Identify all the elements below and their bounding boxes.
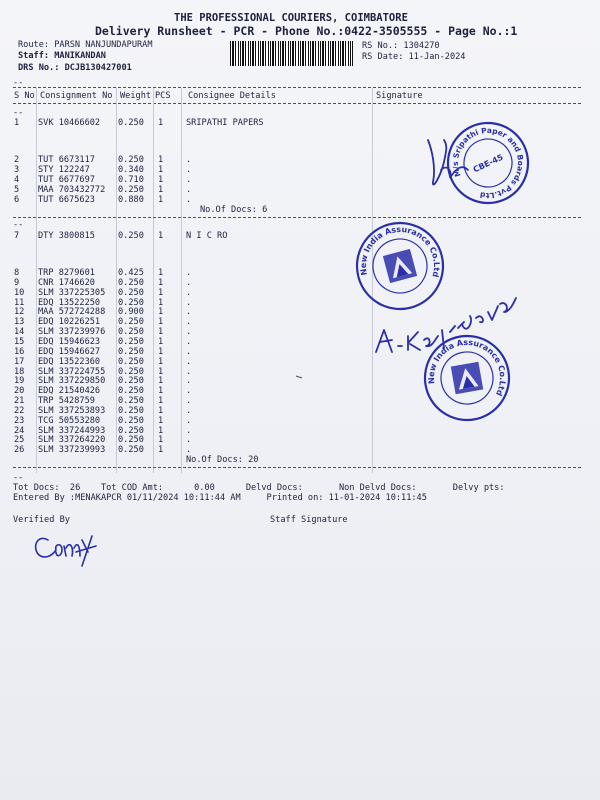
row-pcs: 1 (158, 415, 164, 426)
row-details: . (186, 346, 192, 357)
row-details: . (186, 165, 192, 175)
row-consignment: SLM 337224755 (38, 366, 106, 377)
row-weight: 0.900 (118, 307, 144, 318)
row-consignment: SLM 337264220 (38, 435, 106, 446)
row-details: . (186, 268, 192, 278)
row-weight: 0.250 (118, 336, 144, 347)
row-details: . (186, 297, 192, 308)
docs-count: No.Of Docs: 20 (186, 455, 259, 465)
row-consignment: EDQ 13522250 (38, 297, 101, 308)
row-pcs: 1 (158, 277, 164, 288)
row-sno: 15 (14, 336, 25, 347)
route-label: Route: PARSN NANJUNDAPURAM (18, 40, 153, 50)
row-sno: 5 (14, 185, 20, 195)
row-consignment: SLM 337253893 (38, 405, 106, 416)
row-weight: 0.250 (118, 277, 144, 288)
group-marker: -- (13, 108, 24, 118)
row-details: . (186, 356, 192, 367)
row-details: . (186, 396, 192, 406)
row-details: SRIPATHI PAPERS (186, 118, 264, 128)
row-sno: 16 (14, 346, 25, 357)
row-consignment: SVK 10466602 (38, 118, 101, 128)
row-details: . (186, 376, 192, 387)
staff-signature-label: Staff Signature (270, 515, 348, 525)
row-pcs: 1 (158, 346, 164, 357)
row-weight: 0.250 (118, 155, 144, 165)
row-pcs: 1 (158, 445, 164, 456)
row-details: N I C RO (186, 231, 228, 241)
row-pcs: 1 (158, 435, 164, 446)
row-details: . (186, 307, 192, 318)
row-consignment: TUT 6677697 (38, 175, 95, 185)
row-consignment: EDQ 10226251 (38, 317, 101, 328)
row-weight: 0.250 (118, 445, 144, 456)
row-weight: 0.250 (118, 346, 144, 357)
row-sno: 7 (14, 231, 20, 241)
pen-mark (296, 376, 302, 378)
col-pcs: PCS (155, 91, 171, 101)
row-consignment: EDQ 21540426 (38, 386, 101, 397)
stamp3-ring-text: New India Assurance Co.Ltd (426, 337, 508, 398)
row-sno: 20 (14, 386, 25, 397)
row-details: . (186, 317, 192, 328)
row-pcs: 1 (158, 336, 164, 347)
row-sno: 6 (14, 195, 20, 205)
row-details: . (186, 327, 192, 338)
row-details: . (186, 435, 192, 446)
row-details: . (186, 366, 192, 377)
row-weight: 0.250 (118, 366, 144, 377)
row-details: . (186, 415, 192, 426)
row-weight: 0.250 (118, 376, 144, 387)
row-pcs: 1 (158, 231, 164, 241)
row-sno: 8 (14, 268, 20, 278)
row-pcs: 1 (158, 366, 164, 377)
row-details: . (186, 445, 192, 456)
row-details: . (186, 175, 192, 185)
row-consignment: EDQ 15946627 (38, 346, 101, 357)
row-sno: 24 (14, 425, 25, 436)
row-pcs: 1 (158, 356, 164, 367)
row-sno: 21 (14, 396, 25, 406)
row-pcs: 1 (158, 165, 164, 175)
row-consignment: EDQ 13522360 (38, 356, 101, 367)
row-details: . (186, 405, 192, 416)
col-signature: Signature (376, 91, 423, 101)
staff-label: Staff: MANIKANDAN (18, 51, 106, 61)
row-weight: 0.250 (118, 297, 144, 308)
insurance-stamp (347, 213, 452, 318)
row-sno: 14 (14, 327, 25, 338)
row-pcs: 1 (158, 268, 164, 278)
row-sno: 18 (14, 366, 25, 377)
row-consignment: TUT 6673117 (38, 155, 95, 165)
row-consignment: MAA 572724288 (38, 307, 106, 318)
row-details: . (186, 386, 192, 397)
docs-count: No.Of Docs: 6 (200, 205, 268, 215)
row-sno: 11 (14, 297, 25, 308)
row-consignment: TRP 8279601 (38, 268, 95, 278)
row-weight: 0.250 (118, 405, 144, 416)
row-pcs: 1 (158, 386, 164, 397)
row-consignment: STY 122247 (38, 165, 90, 175)
footer-marker: -- (13, 473, 24, 483)
rs-date: RS Date: 11-Jan-2024 (362, 52, 466, 62)
company-title: THE PROFESSIONAL COURIERS, COIMBATORE (174, 12, 408, 24)
row-sno: 3 (14, 165, 20, 175)
row-weight: 0.250 (118, 356, 144, 367)
row-pcs: 1 (158, 155, 164, 165)
row-consignment: TRP 5428759 (38, 396, 95, 406)
row-sno: 9 (14, 277, 20, 288)
col-details: Consignee Details (188, 91, 276, 101)
row-weight: 0.250 (118, 415, 144, 426)
verified-by-label: Verified By (13, 515, 70, 525)
row-sno: 22 (14, 405, 25, 416)
row-sno: 2 (14, 155, 20, 165)
row-sno: 1 (14, 118, 20, 128)
row-details: . (186, 155, 192, 165)
row-sno: 26 (14, 445, 25, 456)
verified-initials (36, 536, 96, 566)
handwritten-name (376, 298, 516, 352)
row-pcs: 1 (158, 307, 164, 318)
row-weight: 0.425 (118, 268, 144, 278)
row-pcs: 1 (158, 185, 164, 195)
company-stamp-sripathi (435, 110, 541, 216)
row-weight: 0.250 (118, 425, 144, 436)
row-weight: 0.250 (118, 317, 144, 328)
row-consignment: TUT 6675623 (38, 195, 95, 205)
row-sno: 23 (14, 415, 25, 426)
row-weight: 0.250 (118, 435, 144, 446)
top-marker: -- (13, 78, 24, 88)
rs-number: RS No.: 1304270 (362, 41, 440, 51)
runsheet-subtitle: Delivery Runsheet - PCR - Phone No.:0422-3505555 - Page No.:1 (95, 24, 518, 38)
row-pcs: 1 (158, 297, 164, 308)
row-consignment: CNR 1746620 (38, 277, 95, 288)
row-consignment: MAA 703432772 (38, 185, 106, 195)
row-pcs: 1 (158, 376, 164, 387)
row-sno: 12 (14, 307, 25, 318)
row-consignment: EDQ 15946623 (38, 336, 101, 347)
row-consignment: TCG 50553280 (38, 415, 101, 426)
stamp1-ring-text: M/s Sripathi Paper and Boards Pvt.Ltd (450, 125, 526, 201)
row-weight: 0.710 (118, 175, 144, 185)
row-pcs: 1 (158, 327, 164, 338)
row-weight: 0.880 (118, 195, 144, 205)
row-details: . (186, 185, 192, 195)
row-pcs: 1 (158, 287, 164, 298)
row-weight: 0.250 (118, 287, 144, 298)
row-consignment: SLM 337239993 (38, 445, 106, 456)
row-pcs: 1 (158, 195, 164, 205)
row-sno: 10 (14, 287, 25, 298)
row-consignment: SLM 337244993 (38, 425, 106, 436)
row-weight: 0.250 (118, 396, 144, 406)
row-details: . (186, 195, 192, 205)
totals-line: Tot Docs: 26 Tot COD Amt: 0.00 Delvd Docs: Non Delvd Docs: Delvy pts: (13, 483, 505, 493)
row-pcs: 1 (158, 317, 164, 328)
row-consignment: SLM 337239976 (38, 327, 106, 338)
row-sno: 17 (14, 356, 25, 367)
col-consignment: Consignment No (40, 91, 113, 101)
row-weight: 0.250 (118, 185, 144, 195)
row-details: . (186, 277, 192, 288)
col-sno: S No (14, 91, 35, 101)
row-weight: 0.340 (118, 165, 144, 175)
row-details: . (186, 425, 192, 436)
stamp2-ring-text: New India Assurance Co.Ltd (358, 224, 442, 279)
row-consignment: SLM 337225305 (38, 287, 106, 298)
row-consignment: DTY 3800815 (38, 231, 95, 241)
group-marker: -- (13, 220, 24, 230)
row-sno: 13 (14, 317, 25, 328)
entered-by-line: Entered By :MENAKAPCR 01/11/2024 10:11:44 AM Printed on: 11-01-2024 10:11:45 (13, 493, 427, 503)
row-pcs: 1 (158, 175, 164, 185)
row-consignment: SLM 337229850 (38, 376, 106, 387)
row-details: . (186, 336, 192, 347)
row-sno: 4 (14, 175, 20, 185)
col-weight: Weight (120, 91, 152, 101)
stamp1-center-text: CBE-45 (471, 152, 505, 175)
row-weight: 0.250 (118, 118, 144, 128)
row-weight: 0.250 (118, 386, 144, 397)
drs-number: DRS No.: DCJB130427001 (18, 63, 132, 73)
row-pcs: 1 (158, 396, 164, 406)
row-sno: 19 (14, 376, 25, 387)
row-pcs: 1 (158, 405, 164, 416)
row-details: . (186, 287, 192, 298)
row-pcs: 1 (158, 425, 164, 436)
row-weight: 0.250 (118, 327, 144, 338)
row-pcs: 1 (158, 118, 164, 128)
row-sno: 25 (14, 435, 25, 446)
row-weight: 0.250 (118, 231, 144, 241)
